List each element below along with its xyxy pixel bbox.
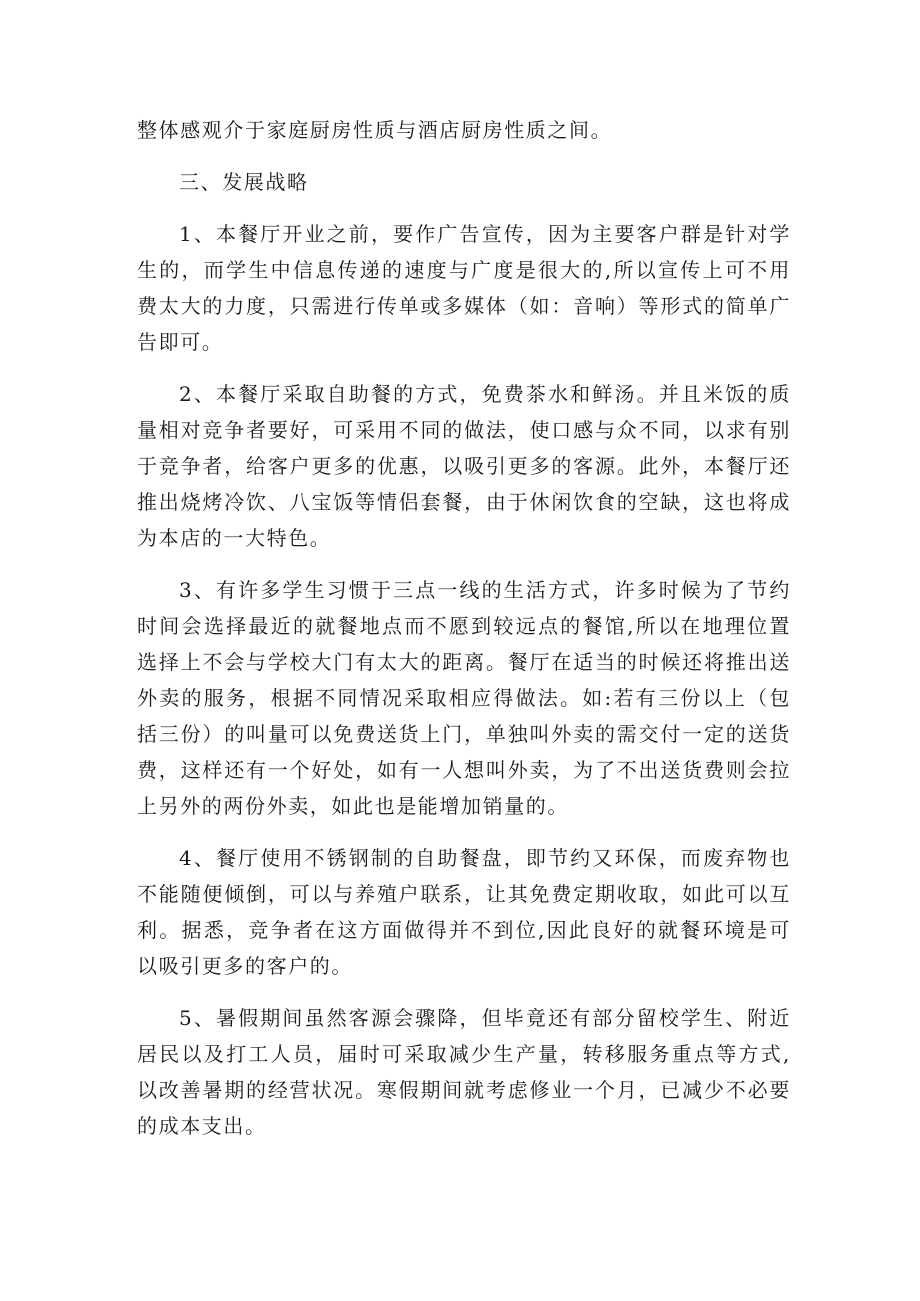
strategy-paragraph-2: 2、本餐厅采取自助餐的方式，免费茶水和鲜汤。并且米饭的质量相对竞争者要好，可采用不同的做法，使口感与众不同，以求有别于竞争者，给客户更多的优惠，以吸引更多的客源。此外，本餐厅还推出烧烤冷饮、八宝饭等情侣套餐，由于休闲饮食的空缺，这也将成为本店的一大特色。 [137,382,791,550]
paragraph-gap [137,200,791,216]
paragraph-gap [137,984,791,1000]
paragraph-gap [137,824,791,840]
paragraph-gap [137,360,791,376]
continuation-paragraph: 整体感观介于家庭厨房性质与酒店厨房性质之间。 [137,118,613,142]
strategy-paragraph-1: 1、本餐厅开业之前，要作广告宣传，因为主要客户群是针对学生的，而学生中信息传递的速度与广度是很大的,所以宣传上可不用费太大的力度，只需进行传单或多媒体（如：音响）等形式的简单广告即可。 [137,222,791,354]
strategy-paragraph-3: 3、有许多学生习惯于三点一线的生活方式，许多时候为了节约时间会选择最近的就餐地点而不愿到较远点的餐馆,所以在地理位置选择上不会与学校大门有太大的距离。餐厅在适当的时候还将推出送外卖的服务，根据不同情况采取相应得做法。如:若有三份以上（包括三份）的叫量可以免费送货上门，单独叫外卖的需交付一定的送货费，这样还有一个好处，如有一人想叫外卖，为了不出送货费则会拉上另外的两份外卖，如此也是能增加销量的。 [137,578,791,818]
strategy-paragraph-5: 5、暑假期间虽然客源会骤降，但毕竟还有部分留校学生、附近居民以及打工人员，届时可采取减少生产量，转移服务重点等方式,以改善暑期的经营状况。寒假期间就考虑修业一个月，已减少不必要的成本支出。 [137,1006,791,1138]
paragraph-gap [137,148,791,164]
strategy-paragraph-4: 4、餐厅使用不锈钢制的自助餐盘，即节约又环保，而废弃物也不能随便倾倒，可以与养殖户联系，让其免费定期收取，如此可以互利。据悉，竞争者在这方面做得并不到位,因此良好的就餐环境是可以吸引更多的客户的。 [137,846,791,978]
section-heading: 三、发展战略 [179,170,309,194]
document-body [137,112,791,1144]
paragraph-gap [137,556,791,572]
